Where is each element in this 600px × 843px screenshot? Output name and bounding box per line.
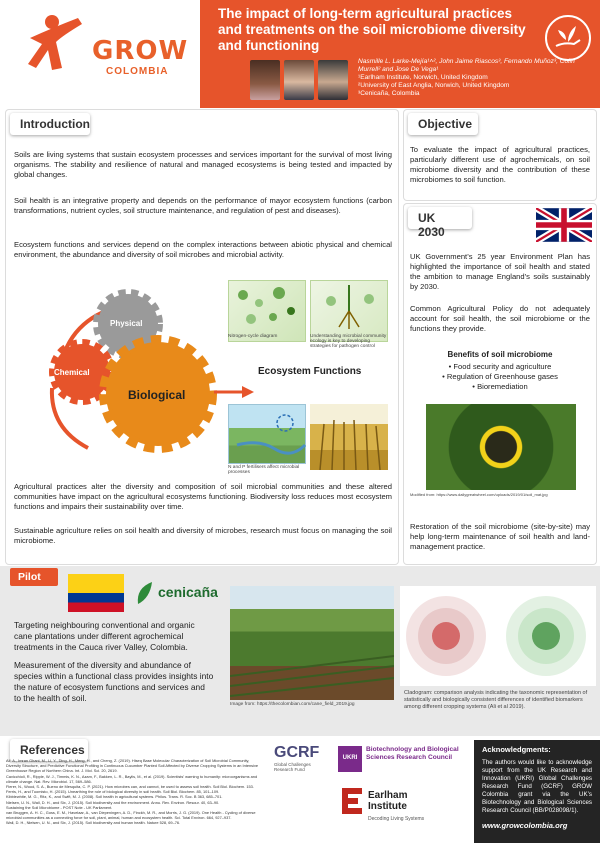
author-photo <box>284 60 314 100</box>
gcrf-logo <box>274 744 330 780</box>
crop-field-illustration <box>310 404 388 470</box>
cladogram-caption: Cladogram: comparison analysis indicating the taxonomic representation of statistically and biologically consistent differences of identified biomarkers among different cropping systems (Ali et al 2019). <box>404 690 588 710</box>
intro-p3-text: Ecosystem functions and services depend on the complex interactions between abiotic physical and chemical environment, the abundance and diversity of soil microbes and microbial activity. <box>14 240 392 259</box>
benefit-item-text: Bioremediation <box>477 382 528 391</box>
intro-p2-text: Soil health is an integrative property and depends on the performance of mayor ecosystem functions (carbon transformations, nutrient cycles, soil structure maintenance, and regulation of pest and diseases). <box>14 196 392 215</box>
gear-label-biological: Biological <box>128 388 186 402</box>
cladogram-chart <box>400 586 596 686</box>
reference-item: Nielsen, U. N., Wall, D. H., and Six, J. (2015). Soil biodiversity and the environment. Annu. Rev. Environ. Resour. 40, 63–90. <box>6 799 220 805</box>
benefit-item-text: Regulation of Greenhouse gases <box>446 372 558 381</box>
reference-item: Fierer, N., Wood, S. A., Bueno de Mesquita, C. P. (2021). How microbes can, and cannot, be used to assess soil health. Soil Biol. Biochem. 153. <box>6 784 254 790</box>
bbsrc-name: Biotechnology and Biological Sciences Research Council <box>366 746 459 761</box>
uk2030-photo-credit: Modified from: https://www.dailygreatwheel.com/uploads/2019/01/soil_mat.jpg <box>410 492 548 497</box>
intro-p4-text: Agricultural practices alter the diversity and composition of soil microbial communities and these altered communities have impact on the agricultural ecosystems functioning. Biodiversity loss reduces most ecosystem functions and impairs their sustainability over time. <box>14 482 392 511</box>
fertiliser-illustration <box>228 404 306 464</box>
gear-label-physical: Physical <box>110 319 143 328</box>
cenicana-leaf-icon <box>134 580 156 606</box>
affiliation: ²University of East Anglia, Norwich, United Kingdom <box>358 82 510 89</box>
pilot-heading: Pilot <box>10 568 58 586</box>
benefit-item: • Regulation of Greenhouse gases <box>442 372 558 381</box>
reference-item: Cavicchioli, R., Ripple, W. J., Timmis, K. N., Azam, F., Bakken, L. R., Baylis, M., et al. (2019). Scientists' warning to humanity: microorganisms and climate change. Nat. Rev. Microbiol. 17, 569–586. <box>6 773 258 784</box>
soil-ring-photo <box>426 404 576 490</box>
affiliation: ³Cenicaña, Colombia <box>358 90 420 97</box>
cladogram-figure <box>400 586 596 686</box>
benefits-title: Benefits of soil microbiome <box>447 350 553 359</box>
earlham-e-icon <box>342 788 364 814</box>
affiliation: ¹Earlham Institute, Norwich, United Kingdom <box>358 74 488 81</box>
reference-item: Ali, A., Imran Ghani, M., Li, Y., Ding, H., Meng, H., and Cheng, Z. (2019). Hiseq Base Molecular Characterization of Soil Microbial Community, Diversity Structure, and Predictive Functional Profiling in Continuous Cucumber Planted Soil Affected by Diverse Cropping Systems in an Intensive Greenhouse Region of Northern China. Int. J. Mol. Sci. 20, 2619. <box>6 758 259 774</box>
poster-title: The impact of long-term agricultural practices and treatments on the soil microbiome diversity and functioning <box>218 6 526 53</box>
ecosystem-functions-label: Ecosystem Functions <box>258 366 362 377</box>
references-heading: References <box>10 739 88 761</box>
logo-word: GROW <box>92 36 189 66</box>
illustration-caption-1: Nitrogen-cycle diagram <box>228 334 278 339</box>
cane-rows-icon <box>230 586 394 700</box>
website-link[interactable]: www.growcolombia.org <box>482 821 568 830</box>
reference-item: Wall, D. H., Nielsen, U. N., and Six, J. (2015). Soil biodiversity and human health. Nature 528, 69–76. <box>6 820 181 826</box>
benefits-list <box>410 362 590 392</box>
author-photo <box>318 60 348 100</box>
uk2030-paragraph-3: Restoration of the soil microbiome (site-by-site) may help long-term maintenance of soil health and land-management practice. <box>410 522 590 551</box>
objective-text: To evaluate the impact of agricultural practices, particularly different use of agrochemicals, on soil microbiome diversity and the contribution of these microbiomes to soil function. <box>410 145 590 184</box>
objective-heading: Objective <box>408 113 478 135</box>
illustration-caption-3: N and P fertilisers affect microbial processes <box>228 465 300 475</box>
colombia-flag-icon <box>68 574 124 612</box>
reference-item: Ferris, H., and Tuomisto, H. (2015). Unearthing the role of biological diversity in soil health. Soil Biol. Biochem. 85, 101–109. <box>6 789 220 795</box>
illustration-caption-2: Understanding microbial community ecology is key to developing strategies for pathogen control <box>310 334 387 349</box>
uk2030-paragraph-1: UK Government’s 25 year Environment Plan has highlighted the importance of soil health and stated the ambition to manage England’s soils sustainably by 2030. <box>410 252 590 291</box>
uk2030-heading: UK 2030 <box>408 207 472 229</box>
references-list <box>6 758 264 826</box>
acknowledgments-panel <box>474 740 600 843</box>
water-flow-icon <box>229 405 307 465</box>
intro-paragraph-1 <box>14 150 392 180</box>
pilot-paragraph-1: Targeting neighbouring conventional and organic cane plantations under different agrochemical treatments in the Cauca river Valley, Colombia. <box>14 620 195 652</box>
logo-subtitle: COLOMBIA <box>106 66 169 77</box>
pilot-paragraph-2: Measurement of the diversity and abundance of species within a functional class provides insights into the nature of ecosystem functions and services and to the health of soil. <box>14 660 214 703</box>
grow-figure-icon <box>22 8 92 88</box>
poster-header <box>0 0 600 108</box>
reference-item: Kibblewhite, M. G., Ritz, K., and Swift, M. J. (2008). Soil health in agricultural systems. Philos. Trans. R. Soc. B 363, 685–701. <box>6 794 223 800</box>
gcrf-subtitle: Global Challenges Research Fund <box>274 762 311 772</box>
earlham-name: Earlham Institute <box>368 790 408 812</box>
pilot-photo-credit: Image from: https://thecolombian.com/cane_field_2019.jpg <box>230 702 355 707</box>
reference-item: Sustaining the Soil Microbiome - POST Note - UK Parliament. <box>6 804 113 810</box>
gear-label-chemical: Chemical <box>54 368 90 377</box>
nitrogen-cycle-illustration <box>228 280 306 342</box>
plant-roots-icon <box>311 281 389 331</box>
gcrf-word: GCRF <box>274 744 320 761</box>
acknowledgments-heading: Acknowledgments: <box>482 745 551 754</box>
intro-paragraph-3 <box>14 240 392 260</box>
benefit-item-text: Food security and agriculture <box>453 362 552 371</box>
author-photos <box>250 60 350 100</box>
acknowledgments-text: The authors would like to acknowledge support from the UK Research and Innovation (UKRI) Global Challenges Research Fund (GCRF) GROW Colombia grant via the UK’s Biotechnology and Biological Sciences Research Council (BB/P028098/1). <box>482 759 592 814</box>
hand-seedling-icon <box>544 14 592 62</box>
uk-flag-icon <box>536 208 592 242</box>
cane-field-photo <box>230 586 394 700</box>
authors-names: Nasmille L. Larke-Mejía¹˄², John Jaime Riascos³, Fernando Muñoz³, Colin Murrell² and Jose De Vega¹ <box>358 58 575 73</box>
grow-colombia-logo <box>22 8 189 90</box>
author-list <box>358 58 598 98</box>
cenicana-logo: cenicaña <box>158 584 218 600</box>
author-photo <box>250 60 280 100</box>
intro-p1-text: Soils are living systems that sustain ecosystem processes and services important for the survival of most living organisms. The stability and resilience of natural and managed ecosystems is being tested and impacted by global changes. <box>14 150 392 179</box>
intro-paragraph-4 <box>14 482 392 512</box>
introduction-heading: Introduction <box>10 113 90 135</box>
microbes-icon <box>229 281 307 331</box>
title-band <box>200 0 600 108</box>
ukri-logo: UKRI <box>338 746 362 772</box>
intro-p5-text: Sustainable agriculture relies on soil health and diversity of microbes, research must focus on managing the soil microbiome. <box>14 526 392 545</box>
earlham-tagline: Decoding Living Systems <box>368 816 425 822</box>
pathogen-control-illustration <box>310 280 388 342</box>
benefit-item: • Bioremediation <box>472 382 528 391</box>
benefit-item: • Food security and agriculture <box>448 362 552 371</box>
reference-item: van Bruggen, A. H. C., Goss, E. M., Havelaar, A., van Diepeningen, A. D., Finckh, M. R., and Morris, J. G. (2019). One Health - Cycling of diverse microbial communities as a connecting force for soil, plant, animal, human and ecosystem health. Sci. Total Environ. 664, 927–937. <box>6 810 256 821</box>
intro-paragraph-5 <box>14 526 392 546</box>
intro-paragraph-2 <box>14 196 392 216</box>
wheat-icon <box>310 404 388 470</box>
uk2030-paragraph-2: Common Agricultural Policy do not adequately account for soil health, the soil microbiome or the functions they provide. <box>410 304 590 333</box>
